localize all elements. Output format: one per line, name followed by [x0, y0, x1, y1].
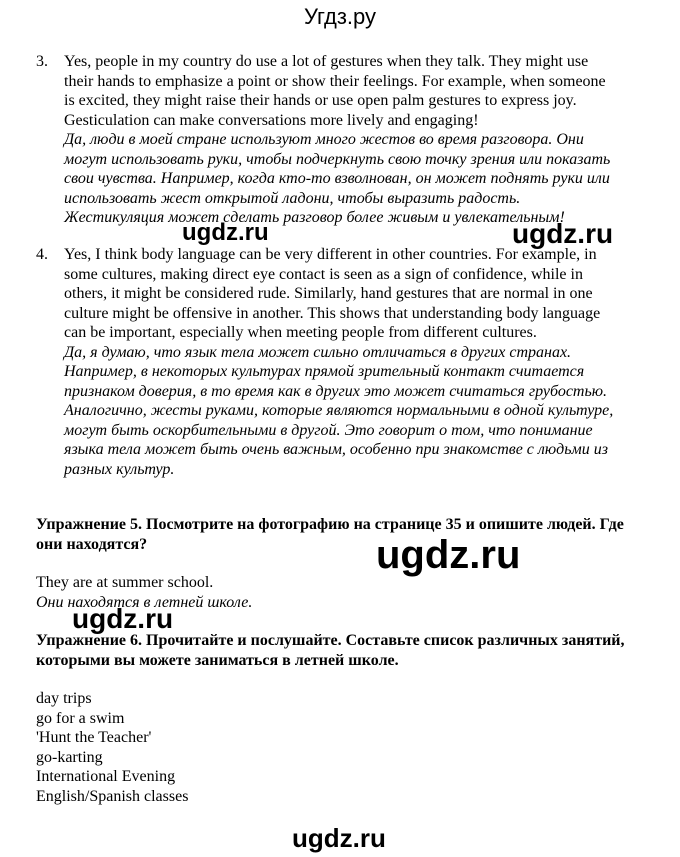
list-item: go for a swim	[36, 709, 125, 727]
site-title: Угдз.ру	[303, 4, 377, 29]
item-english-text: Yes, people in my country do use a lot of gestures when they talk. They might use their hands to emphasize a point or show their feelings. For example, when someone is excited, they might raise their hands or use open palm gestures to express joy. Gesticulation can make conversations more lively and engaging!	[64, 53, 606, 129]
list-item: International Evening	[36, 768, 176, 786]
list-item: day trips	[36, 690, 92, 707]
answer-item-4	[36, 245, 618, 479]
exercise-5-answer-english: They are at summer school.	[36, 574, 214, 591]
watermark: ugdz.ru	[512, 218, 614, 249]
item-english-text: Yes, I think body language can be very different in other countries. For example, in some cultures, making direct eye contact is seen as a sign of confidence, while in others, it might be considered rude. Similarly, hand gestures that are normal in one culture might be offensive in another. This shows that understanding body language can be important, especially when meeting people from different cultures.	[64, 246, 601, 341]
item-number: 3.	[36, 53, 48, 70]
watermark: ugdz.ru	[292, 823, 386, 853]
item-russian-translation: Да, я думаю, что язык тела может сильно отличаться в других странах. Например, в некоторых культурах прямой зрительный контакт считается признаком доверия, в то время как в других это может считаться грубостью. Аналогично, жесты руками, которые являются нормальными в одной культуре, могут быть оскорбительными в другой. Это говорит о том, что понимание языка тела может быть очень важным, особенно при знакомстве с людьми из разных культур.	[64, 343, 614, 478]
exercise-5-answer-russian: Они находятся в летней школе.	[36, 594, 253, 611]
list-item: English/Spanish classes	[36, 787, 189, 805]
watermark: ugdz.ru	[72, 603, 174, 634]
exercise-5-heading: Упражнение 5. Посмотрите на фотографию на странице 35 и опишите людей. Где они находятся?	[36, 516, 624, 553]
watermark: ugdz.ru	[376, 533, 521, 577]
exercise-6-heading: Упражнение 6. Прочитайте и послушайте. Составьте список различных занятий, которыми вы можете заниматься в летней школе.	[36, 632, 625, 669]
answer-item-3	[36, 52, 618, 228]
item-russian-translation: Да, люди в моей стране используют много жестов во время разговора. Они могут использовать руки, чтобы подчеркнуть свою точку зрения или показать свои чувства. Например, когда кто-то взволнован, он может поднять руки или использовать жест открытой ладони, чтобы выразить радость. Жестикуляция может сделать разговор более живым и увлекательным!	[64, 131, 611, 226]
list-item: go-karting	[36, 748, 103, 766]
activities-list	[36, 689, 188, 807]
list-item: 'Hunt the Teacher'	[36, 729, 152, 747]
item-number: 4.	[36, 246, 48, 263]
watermark: ugdz.ru	[182, 219, 269, 246]
